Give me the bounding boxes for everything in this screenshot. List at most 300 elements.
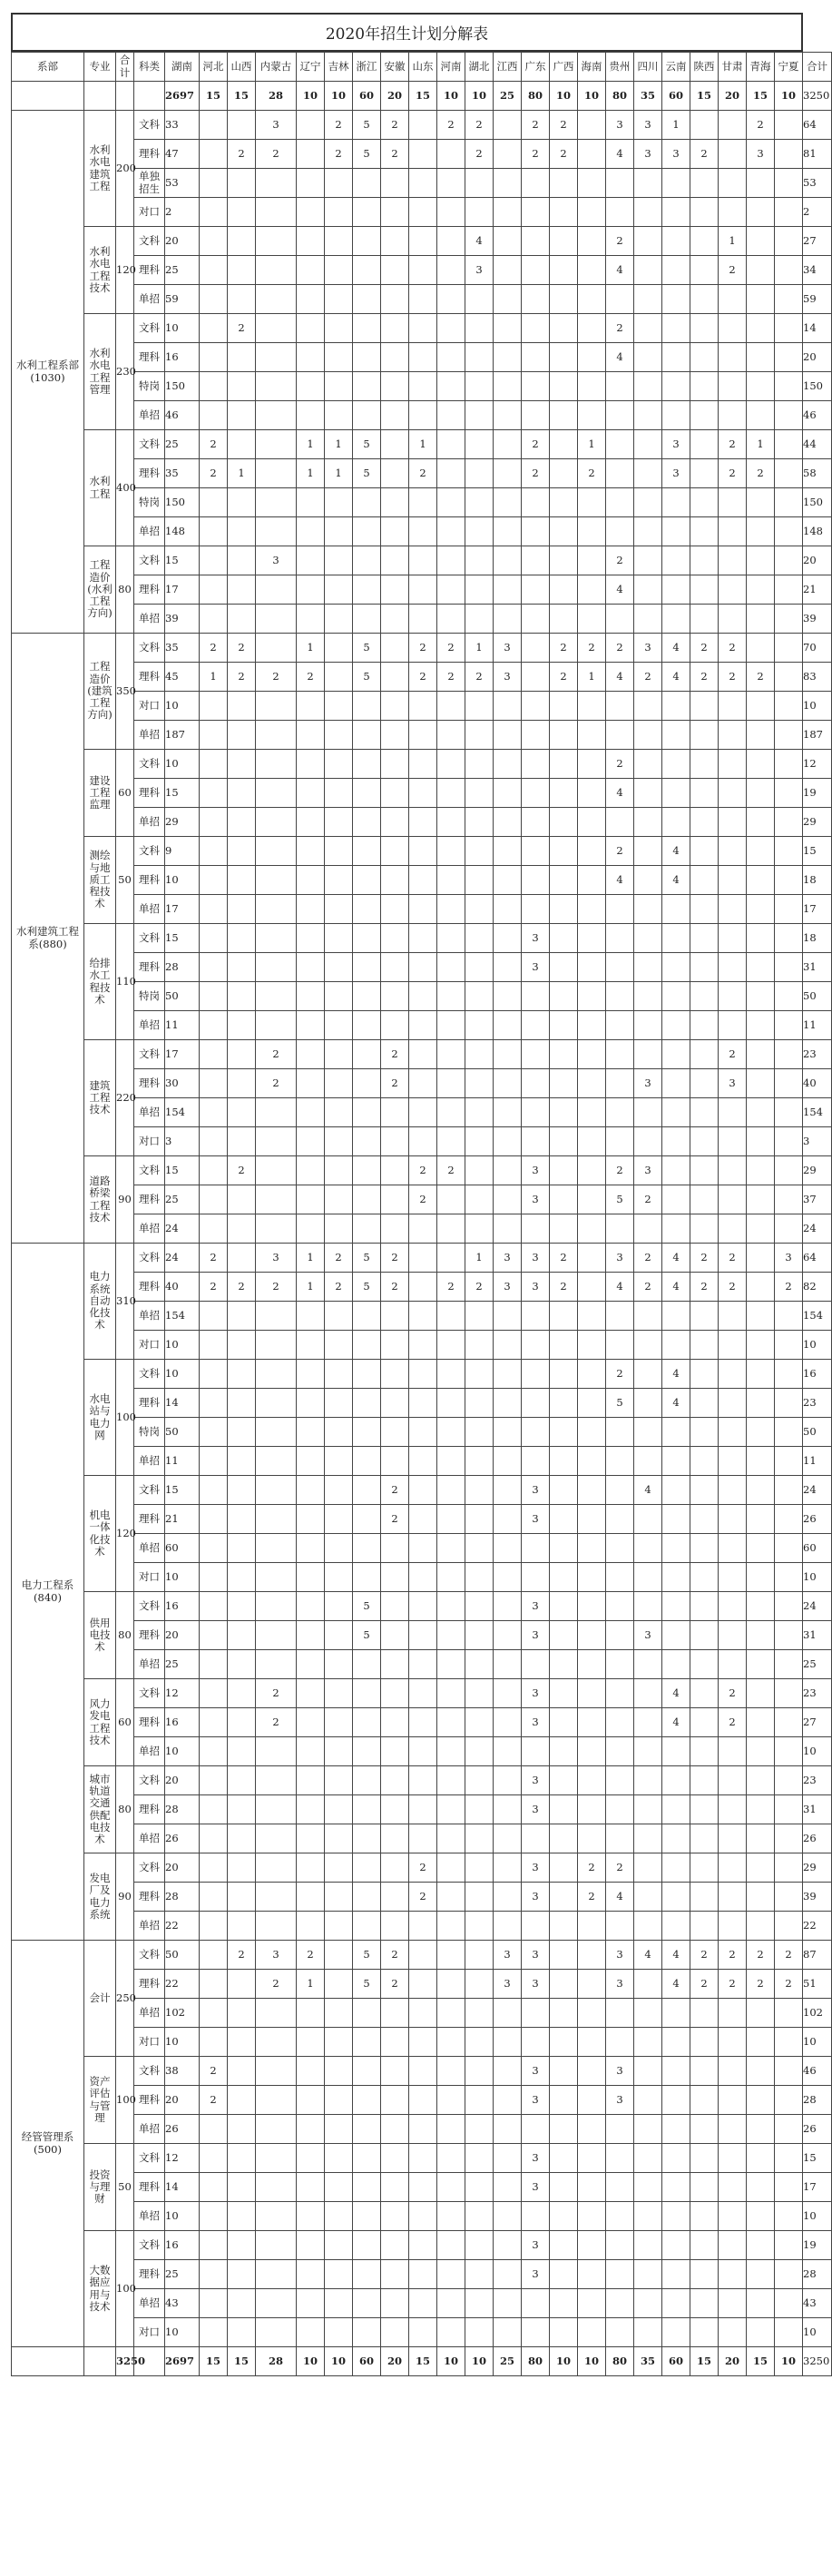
plan-cell bbox=[297, 982, 325, 1011]
plan-cell bbox=[690, 1912, 719, 1941]
plan-cell bbox=[719, 692, 747, 721]
plan-cell: 10 bbox=[803, 2318, 832, 2347]
plan-cell: 17 bbox=[165, 575, 200, 605]
category-type: 对口 bbox=[134, 692, 165, 721]
plan-cell bbox=[228, 1737, 256, 1766]
plan-cell bbox=[228, 605, 256, 634]
plan-cell bbox=[200, 1766, 228, 1795]
plan-cell bbox=[690, 256, 719, 285]
plan-cell bbox=[200, 1941, 228, 1970]
plan-cell bbox=[690, 1156, 719, 1185]
plan-cell bbox=[606, 924, 634, 953]
plan-cell bbox=[719, 2115, 747, 2144]
plan-cell bbox=[465, 1853, 494, 1883]
table-row bbox=[12, 1708, 832, 1737]
category-type: 文科 bbox=[134, 1476, 165, 1505]
plan-cell bbox=[325, 605, 353, 634]
footer-total-cell: 20 bbox=[381, 2347, 409, 2376]
major-name: 水电站与电力网 bbox=[84, 1360, 116, 1476]
plan-cell bbox=[437, 517, 465, 546]
province-totals-row bbox=[12, 82, 832, 111]
plan-cell: 2 bbox=[437, 1156, 465, 1185]
plan-cell: 5 bbox=[353, 1970, 381, 1999]
plan-cell: 4 bbox=[606, 343, 634, 372]
plan-cell bbox=[409, 256, 437, 285]
plan-cell bbox=[606, 721, 634, 750]
plan-cell bbox=[353, 1476, 381, 1505]
plan-cell bbox=[409, 1389, 437, 1418]
plan-cell bbox=[662, 1621, 690, 1650]
plan-cell bbox=[409, 750, 437, 779]
plan-cell bbox=[690, 1824, 719, 1853]
plan-cell bbox=[465, 866, 494, 895]
plan-cell: 15 bbox=[165, 779, 200, 808]
plan-cell bbox=[578, 198, 606, 227]
table-row bbox=[12, 924, 832, 953]
category-type: 理科 bbox=[134, 1273, 165, 1302]
major-total: 50 bbox=[116, 837, 134, 924]
plan-cell: 2 bbox=[634, 1185, 662, 1214]
plan-cell bbox=[297, 953, 325, 982]
plan-cell: 18 bbox=[803, 924, 832, 953]
plan-cell bbox=[747, 1563, 775, 1592]
plan-cell bbox=[606, 1766, 634, 1795]
plan-cell: 11 bbox=[803, 1447, 832, 1476]
plan-cell bbox=[634, 2173, 662, 2202]
plan-cell bbox=[634, 808, 662, 837]
plan-cell bbox=[494, 198, 522, 227]
category-type: 理科 bbox=[134, 866, 165, 895]
plan-cell: 2 bbox=[606, 634, 634, 663]
plan-cell bbox=[662, 401, 690, 430]
plan-cell: 17 bbox=[803, 895, 832, 924]
plan-cell bbox=[690, 198, 719, 227]
plan-cell: 50 bbox=[803, 1418, 832, 1447]
plan-cell bbox=[634, 546, 662, 575]
plan-cell bbox=[381, 779, 409, 808]
table-row bbox=[12, 1360, 832, 1389]
plan-cell: 15 bbox=[165, 1476, 200, 1505]
plan-cell bbox=[775, 663, 803, 692]
plan-cell: 5 bbox=[353, 459, 381, 488]
plan-cell bbox=[325, 1621, 353, 1650]
plan-cell bbox=[494, 982, 522, 1011]
plan-cell bbox=[578, 2086, 606, 2115]
major-name: 水利水电工程管理 bbox=[84, 314, 116, 430]
plan-cell: 2 bbox=[437, 663, 465, 692]
plan-cell: 5 bbox=[353, 140, 381, 169]
major-name: 水利水电工程技术 bbox=[84, 227, 116, 314]
footer-total-cell: 25 bbox=[494, 2347, 522, 2376]
plan-cell bbox=[719, 1185, 747, 1214]
province-total-cell: 2697 bbox=[165, 82, 200, 111]
plan-cell bbox=[522, 1098, 550, 1127]
plan-cell: 2 bbox=[719, 1941, 747, 1970]
plan-cell bbox=[437, 1941, 465, 1970]
plan-cell bbox=[747, 2260, 775, 2289]
plan-cell bbox=[353, 2289, 381, 2318]
plan-cell bbox=[409, 2202, 437, 2231]
plan-cell bbox=[297, 546, 325, 575]
plan-cell bbox=[297, 1824, 325, 1853]
plan-cell: 3 bbox=[662, 140, 690, 169]
category-type: 单招 bbox=[134, 895, 165, 924]
plan-cell: 14 bbox=[803, 314, 832, 343]
plan-cell bbox=[550, 401, 578, 430]
plan-cell bbox=[747, 721, 775, 750]
plan-cell bbox=[634, 605, 662, 634]
plan-cell bbox=[634, 2057, 662, 2086]
plan-cell bbox=[437, 1069, 465, 1098]
plan-cell bbox=[522, 837, 550, 866]
plan-cell bbox=[522, 372, 550, 401]
plan-cell bbox=[409, 227, 437, 256]
plan-cell bbox=[550, 1011, 578, 1040]
province-total-cell: 3250 bbox=[803, 82, 832, 111]
column-header: 湖北 bbox=[465, 53, 494, 82]
plan-cell bbox=[256, 1418, 297, 1447]
table-row bbox=[12, 575, 832, 605]
plan-cell bbox=[409, 575, 437, 605]
plan-cell bbox=[662, 2318, 690, 2347]
plan-cell bbox=[550, 1476, 578, 1505]
plan-cell bbox=[381, 2144, 409, 2173]
plan-cell bbox=[775, 2289, 803, 2318]
plan-cell: 53 bbox=[165, 169, 200, 198]
plan-cell bbox=[381, 1621, 409, 1650]
plan-cell bbox=[690, 1795, 719, 1824]
plan-cell: 2 bbox=[381, 1244, 409, 1273]
plan-cell bbox=[381, 546, 409, 575]
plan-cell bbox=[494, 285, 522, 314]
plan-cell: 50 bbox=[165, 1418, 200, 1447]
plan-cell bbox=[690, 605, 719, 634]
plan-cell bbox=[353, 2028, 381, 2057]
plan-cell bbox=[200, 1534, 228, 1563]
plan-cell bbox=[200, 1040, 228, 1069]
plan-cell bbox=[775, 1214, 803, 1244]
plan-cell bbox=[325, 924, 353, 953]
plan-cell bbox=[256, 779, 297, 808]
category-type: 单招 bbox=[134, 1650, 165, 1679]
major-total: 100 bbox=[116, 2057, 134, 2144]
plan-cell bbox=[522, 546, 550, 575]
plan-cell bbox=[775, 227, 803, 256]
plan-cell bbox=[228, 1679, 256, 1708]
plan-cell: 20 bbox=[165, 1853, 200, 1883]
plan-cell bbox=[437, 2260, 465, 2289]
plan-cell: 3 bbox=[494, 1244, 522, 1273]
plan-cell bbox=[200, 1650, 228, 1679]
category-type: 理科 bbox=[134, 256, 165, 285]
plan-cell bbox=[578, 1737, 606, 1766]
plan-cell bbox=[775, 2202, 803, 2231]
plan-cell bbox=[578, 169, 606, 198]
plan-cell bbox=[353, 2231, 381, 2260]
plan-cell bbox=[465, 1941, 494, 1970]
plan-cell bbox=[690, 953, 719, 982]
major-name: 供用电技术 bbox=[84, 1592, 116, 1679]
plan-cell: 1 bbox=[297, 459, 325, 488]
plan-cell bbox=[297, 1011, 325, 1040]
plan-cell bbox=[381, 2028, 409, 2057]
plan-cell: 1 bbox=[578, 430, 606, 459]
plan-cell bbox=[200, 285, 228, 314]
plan-cell: 26 bbox=[803, 1505, 832, 1534]
plan-cell: 2 bbox=[381, 1273, 409, 1302]
plan-cell bbox=[494, 2028, 522, 2057]
plan-cell bbox=[747, 1592, 775, 1621]
plan-cell bbox=[494, 111, 522, 140]
plan-cell bbox=[690, 779, 719, 808]
plan-cell: 3 bbox=[606, 1244, 634, 1273]
plan-cell bbox=[775, 140, 803, 169]
plan-cell bbox=[634, 372, 662, 401]
plan-cell bbox=[465, 1185, 494, 1214]
category-type: 单招 bbox=[134, 2289, 165, 2318]
plan-cell bbox=[690, 2086, 719, 2115]
plan-cell bbox=[719, 2231, 747, 2260]
plan-cell bbox=[522, 1302, 550, 1331]
plan-cell bbox=[578, 256, 606, 285]
plan-cell bbox=[634, 2086, 662, 2115]
plan-cell bbox=[409, 1999, 437, 2028]
plan-cell bbox=[550, 1389, 578, 1418]
column-header: 辽宁 bbox=[297, 53, 325, 82]
plan-cell: 2 bbox=[465, 140, 494, 169]
plan-cell bbox=[465, 2260, 494, 2289]
plan-cell: 4 bbox=[606, 575, 634, 605]
plan-cell: 2 bbox=[228, 1273, 256, 1302]
plan-cell bbox=[409, 2260, 437, 2289]
plan-cell: 2 bbox=[200, 2086, 228, 2115]
plan-cell bbox=[228, 430, 256, 459]
plan-cell bbox=[775, 953, 803, 982]
plan-cell bbox=[494, 343, 522, 372]
plan-cell bbox=[662, 1999, 690, 2028]
plan-cell bbox=[465, 2318, 494, 2347]
plan-cell: 2 bbox=[200, 634, 228, 663]
plan-cell bbox=[353, 1127, 381, 1156]
plan-cell bbox=[256, 982, 297, 1011]
plan-cell bbox=[353, 1999, 381, 2028]
plan-cell bbox=[228, 401, 256, 430]
plan-cell bbox=[494, 1476, 522, 1505]
plan-cell bbox=[719, 1214, 747, 1244]
footer-total-cell: 10 bbox=[437, 2347, 465, 2376]
plan-cell bbox=[775, 895, 803, 924]
plan-cell bbox=[747, 1883, 775, 1912]
footer-total-cell: 80 bbox=[522, 2347, 550, 2376]
plan-cell bbox=[550, 1447, 578, 1476]
plan-cell bbox=[256, 1389, 297, 1418]
plan-cell bbox=[690, 1563, 719, 1592]
plan-cell bbox=[325, 314, 353, 343]
province-total-cell: 15 bbox=[200, 82, 228, 111]
plan-cell bbox=[775, 837, 803, 866]
plan-cell bbox=[228, 1824, 256, 1853]
plan-cell bbox=[381, 2202, 409, 2231]
category-type: 特岗 bbox=[134, 488, 165, 517]
plan-cell: 2 bbox=[465, 111, 494, 140]
plan-cell: 2 bbox=[228, 140, 256, 169]
plan-cell bbox=[662, 575, 690, 605]
plan-cell bbox=[465, 1505, 494, 1534]
category-type: 文科 bbox=[134, 924, 165, 953]
plan-cell bbox=[200, 924, 228, 953]
plan-cell bbox=[381, 430, 409, 459]
column-header: 科类 bbox=[134, 53, 165, 82]
footer-total-cell: 20 bbox=[719, 2347, 747, 2376]
plan-cell bbox=[200, 1999, 228, 2028]
plan-cell: 187 bbox=[803, 721, 832, 750]
plan-cell bbox=[747, 1302, 775, 1331]
plan-cell bbox=[747, 1418, 775, 1447]
plan-cell bbox=[690, 1650, 719, 1679]
plan-cell bbox=[465, 2086, 494, 2115]
plan-cell: 3 bbox=[522, 1244, 550, 1273]
plan-cell bbox=[550, 343, 578, 372]
header-row bbox=[12, 53, 832, 82]
plan-cell bbox=[297, 2260, 325, 2289]
plan-cell: 3 bbox=[522, 2144, 550, 2173]
plan-cell bbox=[494, 1156, 522, 1185]
plan-cell bbox=[409, 2144, 437, 2173]
plan-cell: 2 bbox=[719, 256, 747, 285]
plan-cell bbox=[494, 2318, 522, 2347]
plan-cell bbox=[297, 285, 325, 314]
plan-cell bbox=[256, 2202, 297, 2231]
plan-cell bbox=[381, 2231, 409, 2260]
category-type: 理科 bbox=[134, 953, 165, 982]
plan-cell bbox=[465, 692, 494, 721]
plan-cell bbox=[437, 2289, 465, 2318]
plan-cell bbox=[550, 808, 578, 837]
plan-cell bbox=[256, 459, 297, 488]
plan-cell: 3 bbox=[803, 1127, 832, 1156]
plan-cell: 4 bbox=[662, 1244, 690, 1273]
plan-cell bbox=[297, 2144, 325, 2173]
plan-cell bbox=[719, 2318, 747, 2347]
plan-cell bbox=[550, 1970, 578, 1999]
plan-cell: 2 bbox=[550, 1273, 578, 1302]
plan-cell: 4 bbox=[662, 1708, 690, 1737]
plan-cell: 27 bbox=[803, 1708, 832, 1737]
plan-cell: 16 bbox=[165, 1592, 200, 1621]
plan-cell: 2 bbox=[228, 314, 256, 343]
plan-cell: 29 bbox=[165, 808, 200, 837]
footer-total-cell: 15 bbox=[747, 2347, 775, 2376]
plan-cell bbox=[522, 1447, 550, 1476]
plan-cell: 2 bbox=[325, 140, 353, 169]
plan-cell bbox=[256, 895, 297, 924]
plan-cell bbox=[325, 2173, 353, 2202]
plan-cell bbox=[719, 1621, 747, 1650]
plan-cell bbox=[228, 1853, 256, 1883]
plan-cell bbox=[297, 1883, 325, 1912]
plan-cell: 47 bbox=[165, 140, 200, 169]
plan-cell bbox=[228, 198, 256, 227]
plan-cell bbox=[634, 1708, 662, 1737]
plan-cell bbox=[381, 1127, 409, 1156]
province-total-cell: 10 bbox=[325, 82, 353, 111]
province-total-cell: 80 bbox=[522, 82, 550, 111]
plan-cell bbox=[578, 488, 606, 517]
plan-cell: 3 bbox=[522, 2173, 550, 2202]
province-total-cell: 10 bbox=[775, 82, 803, 111]
plan-cell bbox=[775, 1185, 803, 1214]
plan-cell: 3 bbox=[634, 1156, 662, 1185]
plan-cell bbox=[690, 1766, 719, 1795]
province-total-cell: 28 bbox=[256, 82, 297, 111]
plan-cell bbox=[325, 1040, 353, 1069]
plan-cell bbox=[437, 2028, 465, 2057]
plan-cell bbox=[494, 2173, 522, 2202]
plan-cell: 2 bbox=[409, 1853, 437, 1883]
plan-cell bbox=[353, 546, 381, 575]
plan-cell bbox=[297, 1621, 325, 1650]
table-row bbox=[12, 1214, 832, 1244]
plan-cell bbox=[494, 779, 522, 808]
plan-cell bbox=[494, 314, 522, 343]
plan-cell bbox=[409, 2086, 437, 2115]
plan-cell bbox=[719, 1389, 747, 1418]
plan-cell: 10 bbox=[165, 750, 200, 779]
category-type: 对口 bbox=[134, 2318, 165, 2347]
plan-cell bbox=[719, 1360, 747, 1389]
plan-cell: 25 bbox=[165, 1185, 200, 1214]
plan-cell bbox=[353, 1505, 381, 1534]
category-type: 文科 bbox=[134, 1853, 165, 1883]
plan-cell: 1 bbox=[409, 430, 437, 459]
plan-cell bbox=[297, 1563, 325, 1592]
plan-cell bbox=[437, 866, 465, 895]
plan-cell bbox=[494, 1331, 522, 1360]
plan-cell bbox=[228, 808, 256, 837]
plan-cell bbox=[465, 1156, 494, 1185]
plan-cell bbox=[719, 1476, 747, 1505]
plan-cell: 87 bbox=[803, 1941, 832, 1970]
major-total: 200 bbox=[116, 111, 134, 227]
plan-cell bbox=[578, 1273, 606, 1302]
plan-cell bbox=[325, 866, 353, 895]
plan-cell: 2 bbox=[381, 111, 409, 140]
plan-cell: 20 bbox=[165, 1766, 200, 1795]
plan-cell bbox=[494, 459, 522, 488]
plan-cell bbox=[228, 2115, 256, 2144]
plan-cell: 22 bbox=[165, 1970, 200, 1999]
plan-cell bbox=[353, 401, 381, 430]
plan-cell bbox=[550, 2144, 578, 2173]
plan-cell bbox=[465, 401, 494, 430]
plan-cell: 1 bbox=[200, 663, 228, 692]
plan-cell bbox=[494, 2289, 522, 2318]
plan-cell bbox=[437, 169, 465, 198]
plan-cell bbox=[690, 314, 719, 343]
plan-cell bbox=[494, 1214, 522, 1244]
table-row bbox=[12, 1883, 832, 1912]
footer-total-cell: 10 bbox=[578, 2347, 606, 2376]
category-type: 文科 bbox=[134, 111, 165, 140]
category-type: 单招 bbox=[134, 1999, 165, 2028]
plan-cell bbox=[437, 837, 465, 866]
column-header: 青海 bbox=[747, 53, 775, 82]
plan-cell bbox=[690, 1505, 719, 1534]
plan-cell bbox=[747, 1534, 775, 1563]
plan-cell bbox=[775, 1098, 803, 1127]
plan-cell: 3 bbox=[522, 2086, 550, 2115]
plan-cell: 1 bbox=[747, 430, 775, 459]
